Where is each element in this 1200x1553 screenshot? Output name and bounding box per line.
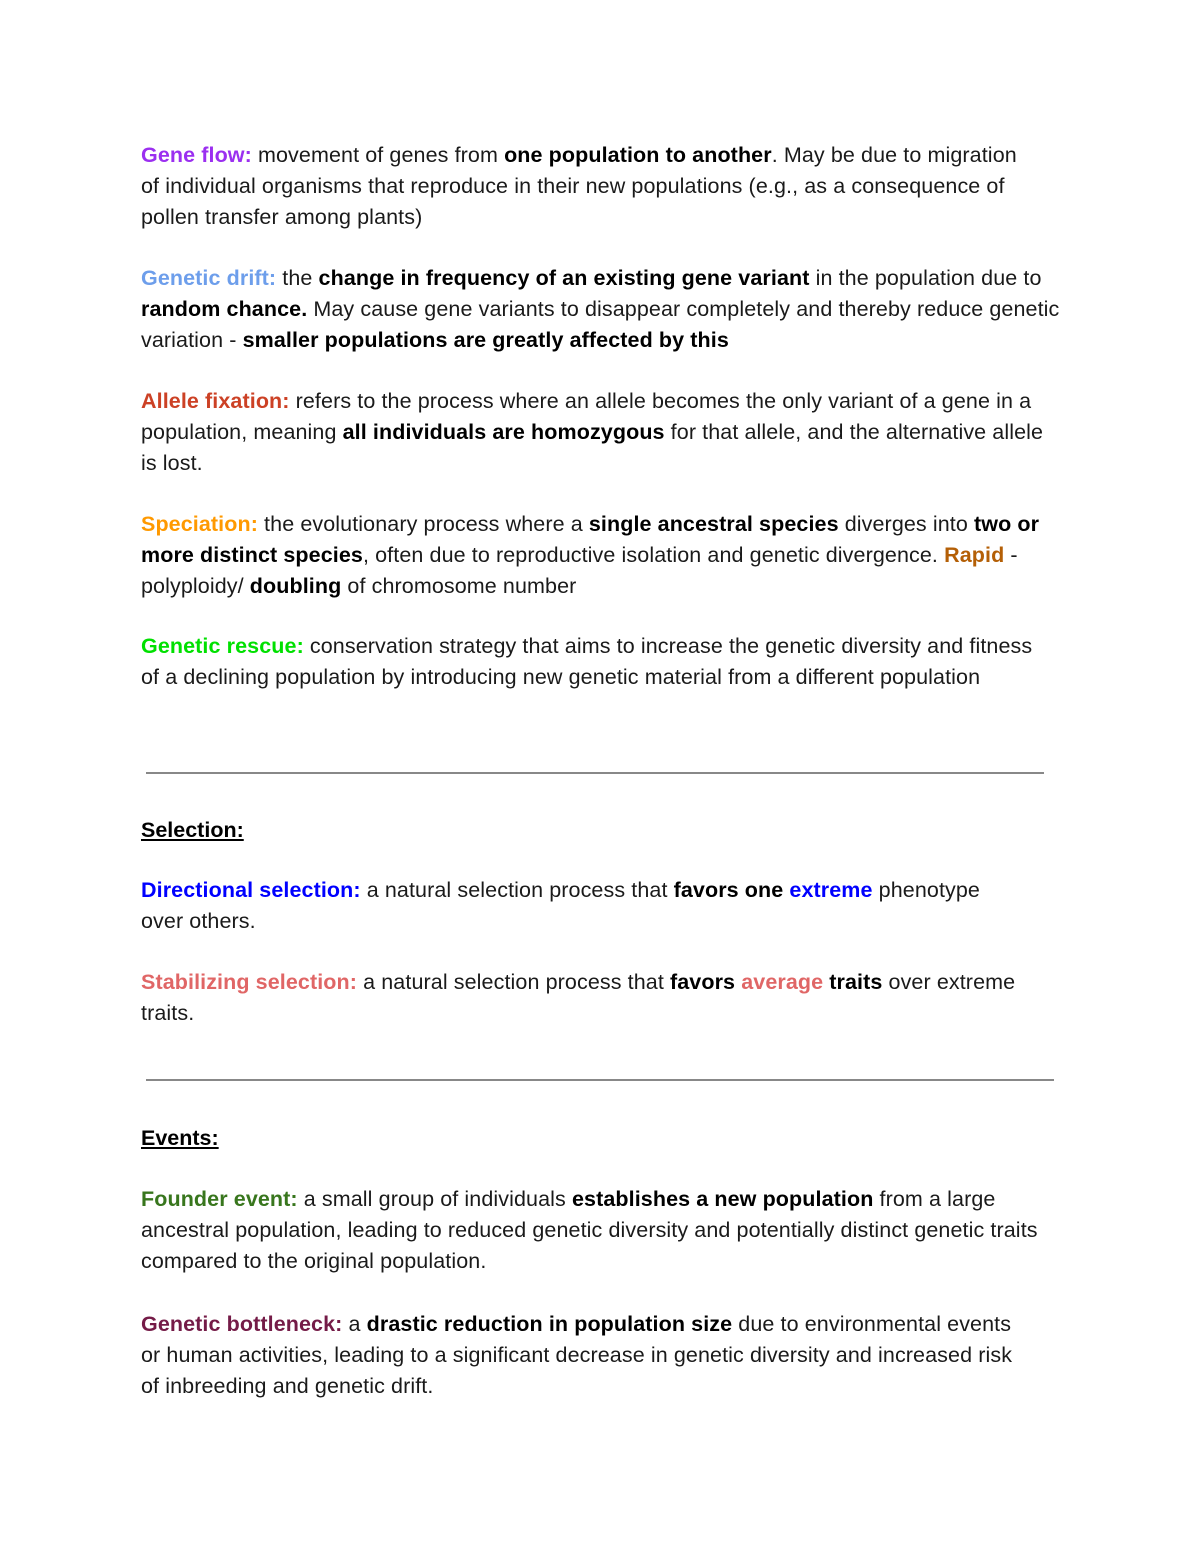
selection-heading: Selection: [141,818,244,842]
founder-text-1: a small group of individuals [297,1187,572,1211]
founder-event-term: Founder event: [141,1187,298,1211]
horizontal-divider-2 [146,1079,1054,1081]
stabilizing-text-1: a natural selection process that [357,970,670,994]
speciation-bold-2: two or more distinct species [141,512,1040,567]
speciation-rapid: Rapid [944,543,1005,567]
bottleneck-bold-1: drastic reduction in population size [366,1312,733,1336]
horizontal-divider-1 [146,772,1044,774]
stabilizing-selection-term: Stabilizing selection: [141,970,358,994]
bottleneck-text-2: due to environmental events or human activities, leading to a significant decrease in genetic diversity and increased risk of inbreeding and genetic drift. [141,1312,1013,1398]
genetic-rescue-text-1: conservation strategy that aims to increase the genetic diversity and fitness of a declining population by introducing new genetic material from a different population [141,634,1033,689]
directional-text-2: phenotype over others. [141,878,980,933]
directional-selection-term: Directional selection: [141,878,361,902]
events-heading: Events: [141,1126,219,1150]
directional-selection-definition [141,875,981,937]
genetic-rescue-definition [141,631,1051,693]
bottleneck-text-1: a [342,1312,367,1336]
founder-bold-1: establishes a new population [571,1187,874,1211]
speciation-term: Speciation: [141,512,258,536]
allele-fixation-text-2: for that allele, and the alternative allele is lost. [141,420,1044,475]
speciation-bold-3: doubling [249,574,342,598]
gene-flow-term: Gene flow: [141,143,252,167]
allele-fixation-definition [141,386,1051,479]
founder-event-definition [141,1184,1041,1277]
speciation-text-2: diverges into [838,512,974,536]
directional-text-1: a natural selection process that [360,878,674,902]
gene-flow-bold-1: one population to another [504,143,772,167]
genetic-drift-bold-3: smaller populations are greatly affected by this [242,328,729,352]
speciation-text-3: , often due to reproductive isolation and genetic divergence. [362,543,945,567]
genetic-drift-term: Genetic drift: [141,266,277,290]
allele-fixation-text-1: refers to the process where an allele becomes the only variant of a gene in a population, meaning [141,389,1032,444]
genetic-drift-text-1: the [276,266,319,290]
stabilizing-text-2: over extreme traits. [141,970,1016,1025]
allele-fixation-bold-1: all individuals are homozygous [342,420,665,444]
speciation-text-4: - polyploidy/ [141,543,1018,598]
speciation-text-1: the evolutionary process where a [257,512,589,536]
gene-flow-text-1: movement of genes from [251,143,505,167]
speciation-definition [141,509,1046,602]
allele-fixation-term: Allele fixation: [141,389,290,413]
genetic-bottleneck-term: Genetic bottleneck: [141,1312,343,1336]
genetic-drift-text-2: in the population due to [809,266,1042,290]
speciation-bold-1: single ancestral species [588,512,839,536]
genetic-drift-bold-2: random chance. [141,297,308,321]
stabilizing-selection-definition [141,967,1021,1029]
directional-bold-1: favors one [673,878,784,902]
genetic-drift-bold-1: change in frequency of an existing gene variant [318,266,810,290]
genetic-bottleneck-definition [141,1309,1026,1402]
founder-text-2: from a large ancestral population, leading to reduced genetic diversity and potentially distinct genetic traits compared to the original population. [141,1187,1038,1273]
directional-extreme: extreme [789,878,873,902]
stabilizing-bold-1: favors [669,970,736,994]
genetic-drift-definition [141,263,1061,356]
genetic-drift-text-3: May cause gene variants to disappear completely and thereby reduce genetic variation - [141,297,1060,352]
speciation-text-5: of chromosome number [341,574,577,598]
genetic-rescue-term: Genetic rescue: [141,634,304,658]
gene-flow-text-2: . May be due to migration of individual organisms that reproduce in their new populations (e.g., as a consequence of pollen transfer among plants) [141,143,1017,229]
stabilizing-bold-2: traits [823,970,883,994]
stabilizing-average: average [741,970,824,994]
gene-flow-definition [141,140,1021,233]
